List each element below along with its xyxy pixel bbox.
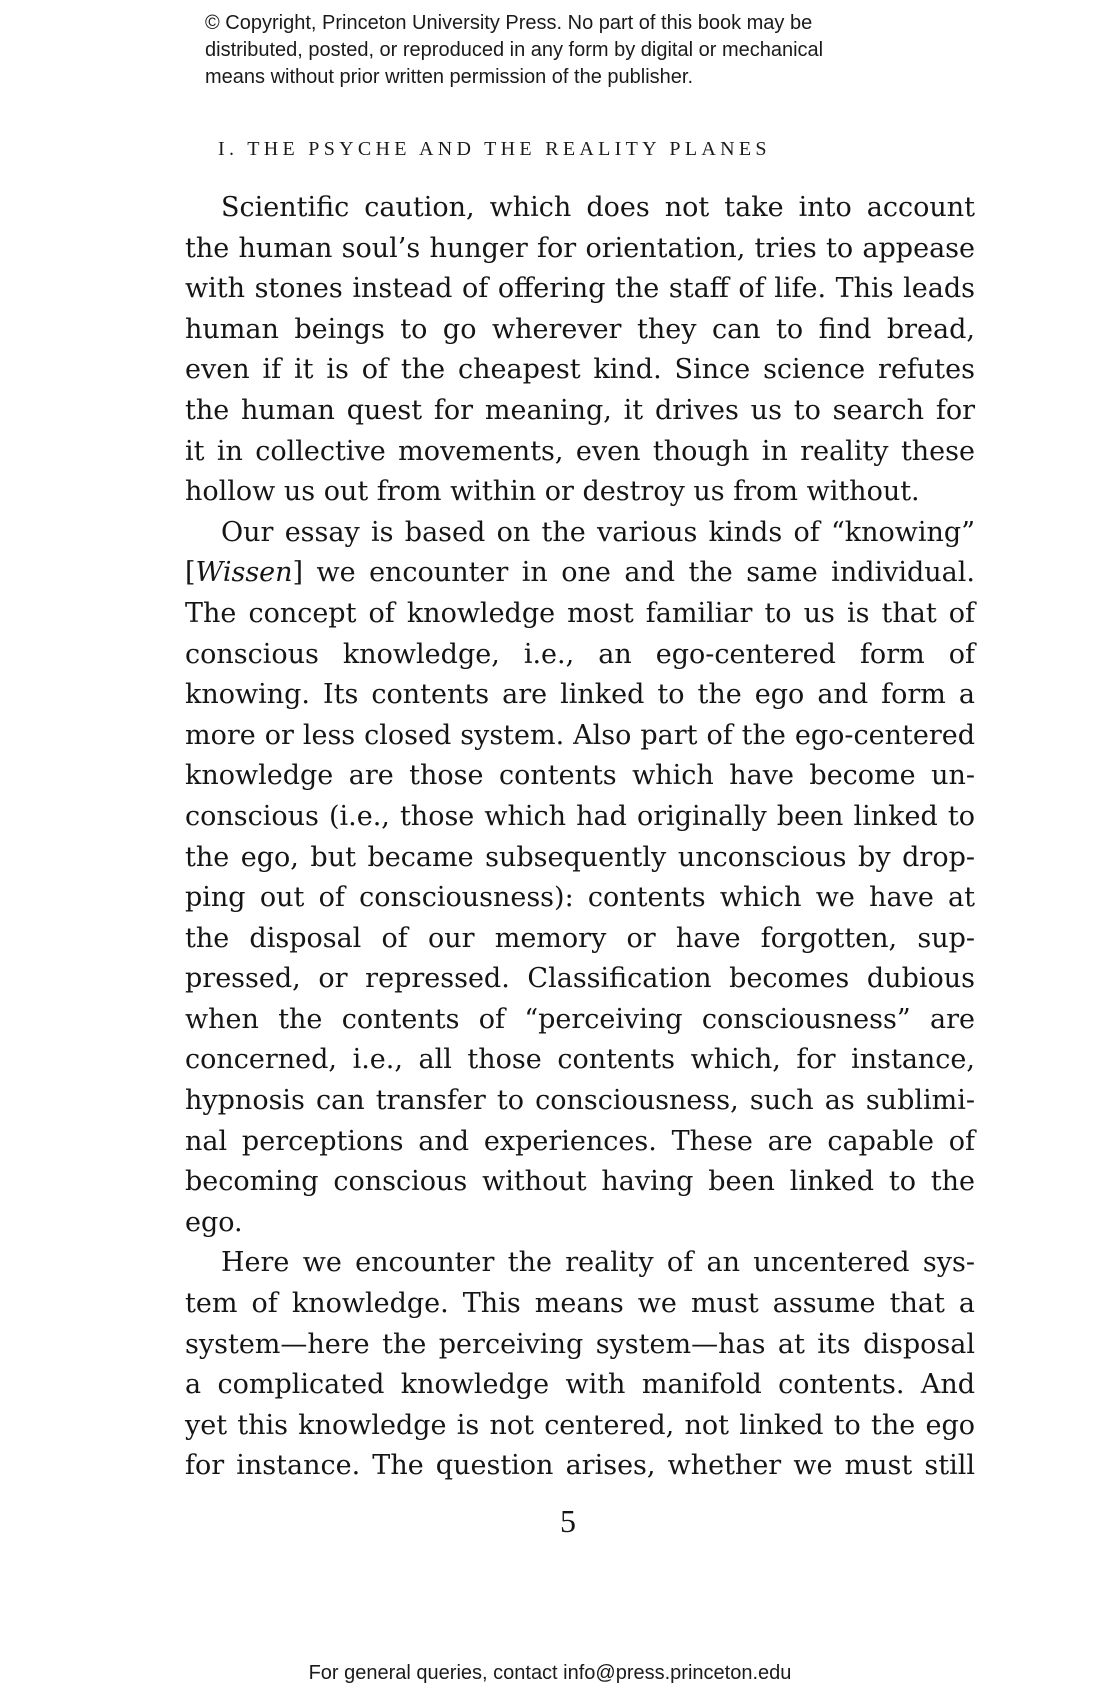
text-line: tem of knowledge. This means we must assume that a [185,1288,975,1320]
text-line: Here we encounter the reality of an uncentered sys- [221,1247,975,1279]
text-line: the human soul’s hunger for orientation, tries to appease [185,232,975,264]
text-line: conscious (i.e., those which had originally been linked to [185,800,975,832]
text-line: the human quest for meaning, it drives us to search for [185,394,975,426]
body-text [185,188,975,1487]
text-line: it in collective movements, even though in reality these [185,435,975,467]
text-line: ping out of consciousness): contents which we have at [185,882,975,914]
text-line: yet this knowledge is not centered, not linked to the ego [185,1409,975,1441]
text-line: even if it is of the cheapest kind. Since science refutes [185,354,975,386]
text-line: ego. [185,1206,243,1238]
copyright-notice [205,10,965,91]
text-line: when the contents of “perceiving consciousness” are [185,1003,975,1035]
text-line: with stones instead of offering the staff of life. This leads [185,273,975,305]
footer-contact: For general queries, contact info@press.princeton.edu [308,1662,792,1684]
text-line: nal perceptions and experiences. These are capable of [185,1125,975,1157]
text-line: for instance. The question arises, whether we must still [185,1450,975,1482]
text-line: the disposal of our memory or have forgotten, sup- [185,922,975,954]
text-line: a complicated knowledge with manifold contents. And [185,1369,975,1401]
text-line: hypnosis can transfer to consciousness, such as sublimi- [185,1085,975,1117]
chapter-heading: I. THE PSYCHE AND THE REALITY PLANES [218,138,771,160]
text-line: Our essay is based on the various kinds of “knowing” [221,516,975,548]
text-line: human beings to go wherever they can to find bread, [185,313,975,345]
text-line: conscious knowledge, i.e., an ego-centered form of [185,638,975,670]
text-line: more or less closed system. Also part of the ego-centered [185,719,975,751]
text-line: knowledge are those contents which have become un- [185,760,975,792]
text-line: The concept of knowledge most familiar to us is that of [185,597,975,629]
text-line: hollow us out from within or destroy us from without. [185,476,920,508]
text-line: becoming conscious without having been linked to the [185,1166,975,1198]
text-line: knowing. Its contents are linked to the ego and form a [185,679,975,711]
page-number: 5 [560,1503,576,1539]
text-line: Scientific caution, which does not take into account [221,192,975,223]
text-line: the ego, but became subsequently unconscious by drop- [185,841,975,873]
text-line: system—here the perceiving system—has at its disposal [185,1328,975,1360]
text-line: pressed, or repressed. Classification becomes dubious [185,963,975,995]
copyright-line: © Copyright, Princeton University Press. No part of this book may be [205,12,813,34]
text-line: concerned, i.e., all those contents which, for instance, [185,1044,975,1076]
text-line: [Wissen] we encounter in one and the same individual. [185,557,975,589]
copyright-line: means without prior written permission of the publisher. [205,66,694,88]
copyright-line: distributed, posted, or reproduced in any form by digital or mechanical [205,39,824,61]
